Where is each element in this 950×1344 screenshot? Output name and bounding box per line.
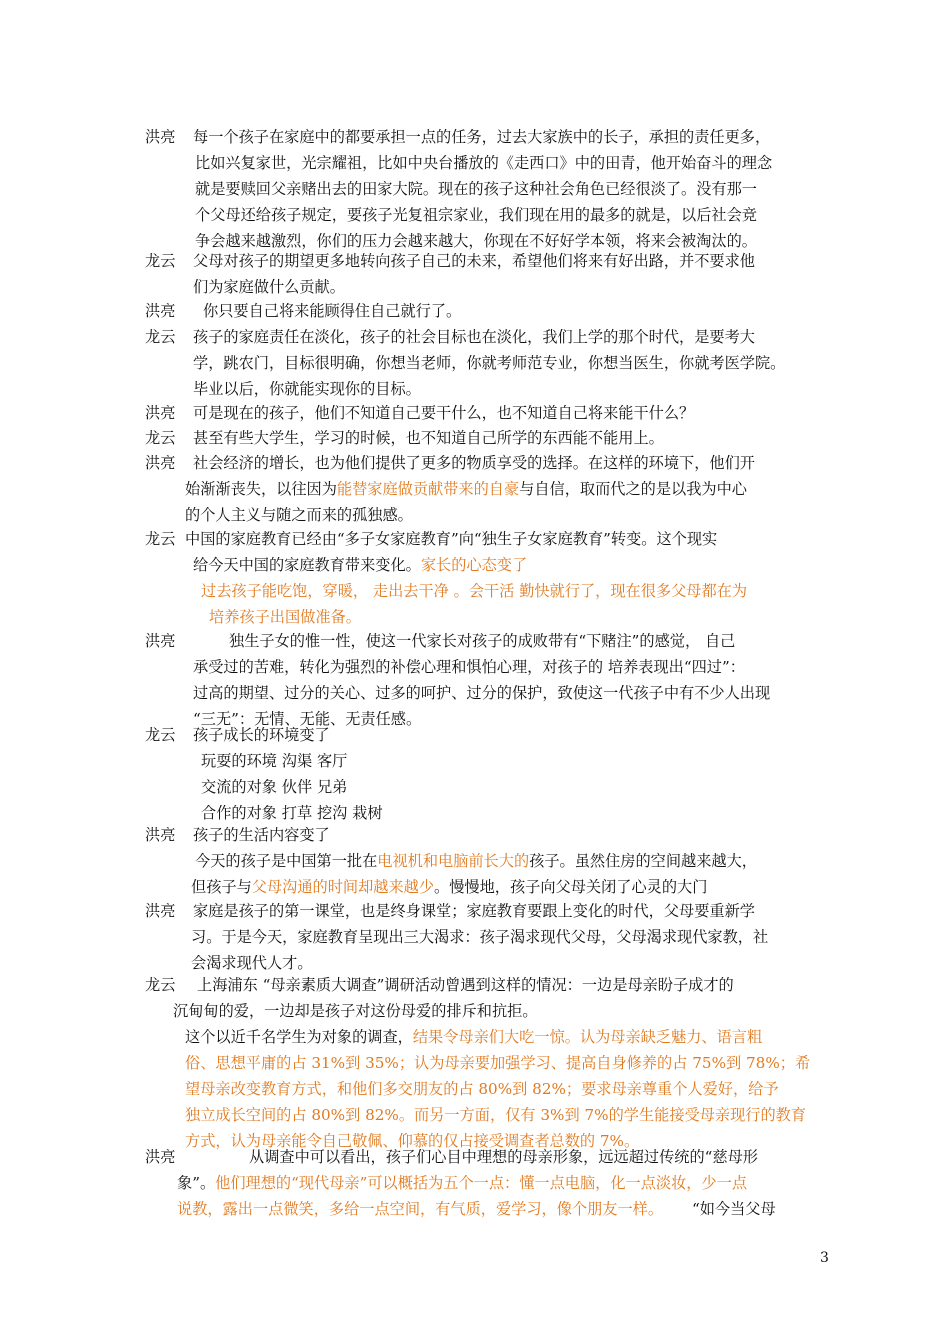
- text-line: [185, 1024, 825, 1050]
- paragraph-text: [203, 298, 825, 324]
- dialogue-paragraph: [145, 628, 825, 732]
- text-line: [177, 1170, 825, 1196]
- text-line: 可是现在的孩子，他们不知道自己要干什么，也不知道自己将来能干什么？: [193, 404, 695, 422]
- text-line: 沉甸甸的爱，一边却是孩子对这份母爱的排斥和抗拒。: [173, 1002, 538, 1020]
- highlighted-line: 过去孩子能吃饱，穿暖， 走出去干净 。会干活 勤快就行了，现在很多父母都在为: [201, 582, 748, 600]
- text-run: “如今当父母: [663, 1200, 776, 1218]
- dialogue-paragraph: [145, 898, 825, 976]
- text-line: 每一个孩子在家庭中的都要承担一点的任务，过去大家族中的长子，承担的责任更多，: [193, 128, 771, 146]
- highlighted-line: 独立成长空间的占 80%到 82%。而另一方面，仅有 3%到 7%的学生能接受母亲现行的教育: [185, 1106, 807, 1124]
- dialogue-paragraph: [145, 972, 825, 1154]
- text-line: 父母对孩子的期望更多地转向孩子自己的未来，希望他们将来有好出路，并不要求他: [193, 252, 755, 270]
- dialogue-paragraph: [145, 822, 825, 900]
- speaker-label: 龙云: [145, 252, 176, 270]
- speaker-label: 洪亮: [145, 128, 176, 146]
- text-run: 今天的孩子是中国第一批在: [195, 852, 378, 870]
- paragraph-text: [193, 628, 825, 732]
- dialogue-paragraph: [145, 722, 825, 826]
- highlighted-text: 他们理想的“现代母亲”可以概括为五个一点：懂一点电脑，化一点淡妆，少一点: [215, 1174, 748, 1192]
- text-run: 孩子。虽然住房的空间越来越大，: [529, 852, 757, 870]
- text-line: 中国的家庭教育已经由“多子女家庭教育”向“独生子女家庭教育”转变。这个现实: [185, 530, 718, 548]
- text-line: 家庭是孩子的第一课堂，也是终身课堂；家庭教育要跟上变化的时代，父母要重新学: [193, 902, 755, 920]
- text-line: 孩子的生活内容变了: [193, 826, 330, 844]
- text-run: 与自信，取而代之的是以我为中心: [519, 480, 747, 498]
- text-line: 们为家庭做什么贡献。: [193, 278, 345, 296]
- text-line: 孩子的家庭责任在淡化，孩子的社会目标也在淡化，我们上学的那个时代，是要考大: [193, 328, 755, 346]
- dialogue-paragraph: [145, 400, 825, 426]
- paragraph-text: [193, 324, 825, 402]
- paragraph-text: [185, 526, 825, 630]
- dialogue-paragraph: [145, 450, 825, 528]
- text-line: [185, 476, 825, 502]
- text-line: [195, 848, 825, 874]
- paragraph-text: [193, 425, 825, 451]
- dialogue-paragraph: [145, 124, 825, 254]
- text-run: 始渐渐丧失，以往因为: [185, 480, 337, 498]
- text-line: 承受过的苦难，转化为强烈的补偿心理和惧怕心理，对孩子的 培养表现出“四过”：: [193, 658, 745, 676]
- text-line: 独生子女的惟一性，使这一代家长对孩子的成败带有“下赌注”的感觉， 自己: [229, 632, 736, 650]
- text-line: [191, 874, 825, 900]
- paragraph-text: [173, 972, 825, 1154]
- text-run: 这个以近千名学生为对象的调查，: [185, 1028, 413, 1046]
- speaker-label: 洪亮: [145, 826, 176, 844]
- dialogue-paragraph: [145, 298, 825, 324]
- text-line: 争会越来越激烈，你们的压力会越来越大，你现在不好好学本领，将来会被淘汰的。: [195, 232, 757, 250]
- speaker-label: 龙云: [145, 530, 176, 548]
- text-line: 从调查中可以看出，孩子们心目中理想的母亲形象，远远超过传统的“慈母形: [249, 1148, 758, 1166]
- text-line: “三无”：无情、无能、无责任感。: [193, 710, 422, 728]
- speaker-label: 龙云: [145, 328, 176, 346]
- highlighted-line: 方式，认为母亲能令自己敬佩、仰慕的仅占接受调查者总数的 7%。: [185, 1132, 640, 1150]
- text-line: 个父母还给孩子规定，要孩子光复祖宗家业，我们现在用的最多的就是，以后社会竞: [195, 206, 757, 224]
- text-line: [177, 1196, 825, 1222]
- page-number: 3: [820, 1250, 829, 1266]
- highlighted-text: 能替家庭做贡献带来的自豪: [336, 480, 520, 498]
- highlighted-line: 培养孩子出国做准备。: [209, 608, 361, 626]
- text-line: 合作的对象 打草 挖沟 栽树: [201, 804, 383, 822]
- text-line: 上海浦东 “母亲素质大调查”调研活动曾遇到这样的情况：一边是母亲盼子成才的: [197, 976, 734, 994]
- text-line: 甚至有些大学生，学习的时候，也不知道自己所学的东西能不能用上。: [193, 429, 664, 447]
- text-run: 给今天中国的家庭教育带来变化。: [193, 556, 421, 574]
- text-line: 过高的期望、过分的关心、过多的呵护、过分的保护，致使这一代孩子中有不少人出现: [193, 684, 771, 702]
- text-line: 社会经济的增长，也为他们提供了更多的物质享受的选择。在这样的环境下，他们开: [193, 454, 755, 472]
- paragraph-text: [193, 822, 825, 900]
- speaker-label: 洪亮: [145, 632, 176, 650]
- text-line: 交流的对象 伙伴 兄弟: [201, 778, 348, 796]
- text-line: 学，跳农门，目标很明确，你想当老师，你就考师范专业，你想当医生，你就考医学院。: [193, 354, 786, 372]
- paragraph-text: [177, 1144, 825, 1222]
- speaker-label: 洪亮: [145, 902, 176, 920]
- highlighted-text: 家长的心态变了: [420, 556, 528, 574]
- text-line: 玩耍的环境 沟渠 客厅: [201, 752, 348, 770]
- text-run: 但孩子与: [191, 878, 252, 896]
- speaker-label: 龙云: [145, 976, 176, 994]
- paragraph-text: [193, 722, 825, 826]
- paragraph-text: [193, 248, 825, 300]
- speaker-label: 洪亮: [145, 1148, 176, 1166]
- highlighted-text: 电视机和电脑前长大的: [377, 852, 530, 870]
- highlighted-line: 望母亲改变教育方式，和他们多交朋友的占 80%到 82%；要求母亲尊重个人爱好，给予: [185, 1080, 779, 1098]
- paragraph-text: [193, 124, 825, 254]
- text-line: 孩子成长的环境变了: [193, 726, 330, 744]
- text-line: 比如兴复家世，光宗耀祖，比如中央台播放的《走西口》中的田青，他开始奋斗的理念: [195, 154, 773, 172]
- dialogue-paragraph: [145, 248, 825, 300]
- dialogue-paragraph: [145, 1144, 825, 1222]
- text-line: 的个人主义与随之而来的孤独感。: [185, 506, 413, 524]
- highlighted-text: 父母沟通的时间却越来越少: [251, 878, 434, 896]
- paragraph-text: [193, 400, 825, 426]
- speaker-label: 洪亮: [145, 404, 176, 422]
- dialogue-paragraph: [145, 324, 825, 402]
- text-line: 习。于是今天，家庭教育呈现出三大渴求：孩子渴求现代父母，父母渴求现代家教，社: [191, 928, 769, 946]
- highlighted-line: 俗、思想平庸的占 31%到 35%；认为母亲要加强学习、提高自身修养的占 75%到 78%；希: [185, 1054, 811, 1072]
- speaker-label: 洪亮: [145, 302, 176, 320]
- text-line: 会渴求现代人才。: [191, 954, 313, 972]
- paragraph-text: [193, 898, 825, 976]
- text-run: 象”。: [177, 1174, 216, 1192]
- text-line: 你只要自己将来能顾得住自己就行了。: [203, 302, 462, 320]
- dialogue-paragraph: [145, 526, 825, 630]
- paragraph-text: [185, 450, 825, 528]
- speaker-label: 龙云: [145, 429, 176, 447]
- highlighted-text: 说教，露出一点微笑，多给一点空间，有气质，爱学习，像个朋友一样。: [177, 1200, 663, 1218]
- text-line: 毕业以后，你就能实现你的目标。: [193, 380, 421, 398]
- text-line: [193, 552, 825, 578]
- speaker-label: 龙云: [145, 726, 176, 744]
- text-line: 就是要赎回父亲赌出去的田家大院。现在的孩子这种社会角色已经很淡了。没有那一: [195, 180, 757, 198]
- dialogue-paragraph: [145, 425, 825, 451]
- text-run: 。慢慢地，孩子向父母关闭了心灵的大门: [434, 878, 708, 896]
- speaker-label: 洪亮: [145, 454, 176, 472]
- highlighted-text: 结果令母亲们大吃一惊。认为母亲缺乏魅力、语言粗: [412, 1028, 763, 1046]
